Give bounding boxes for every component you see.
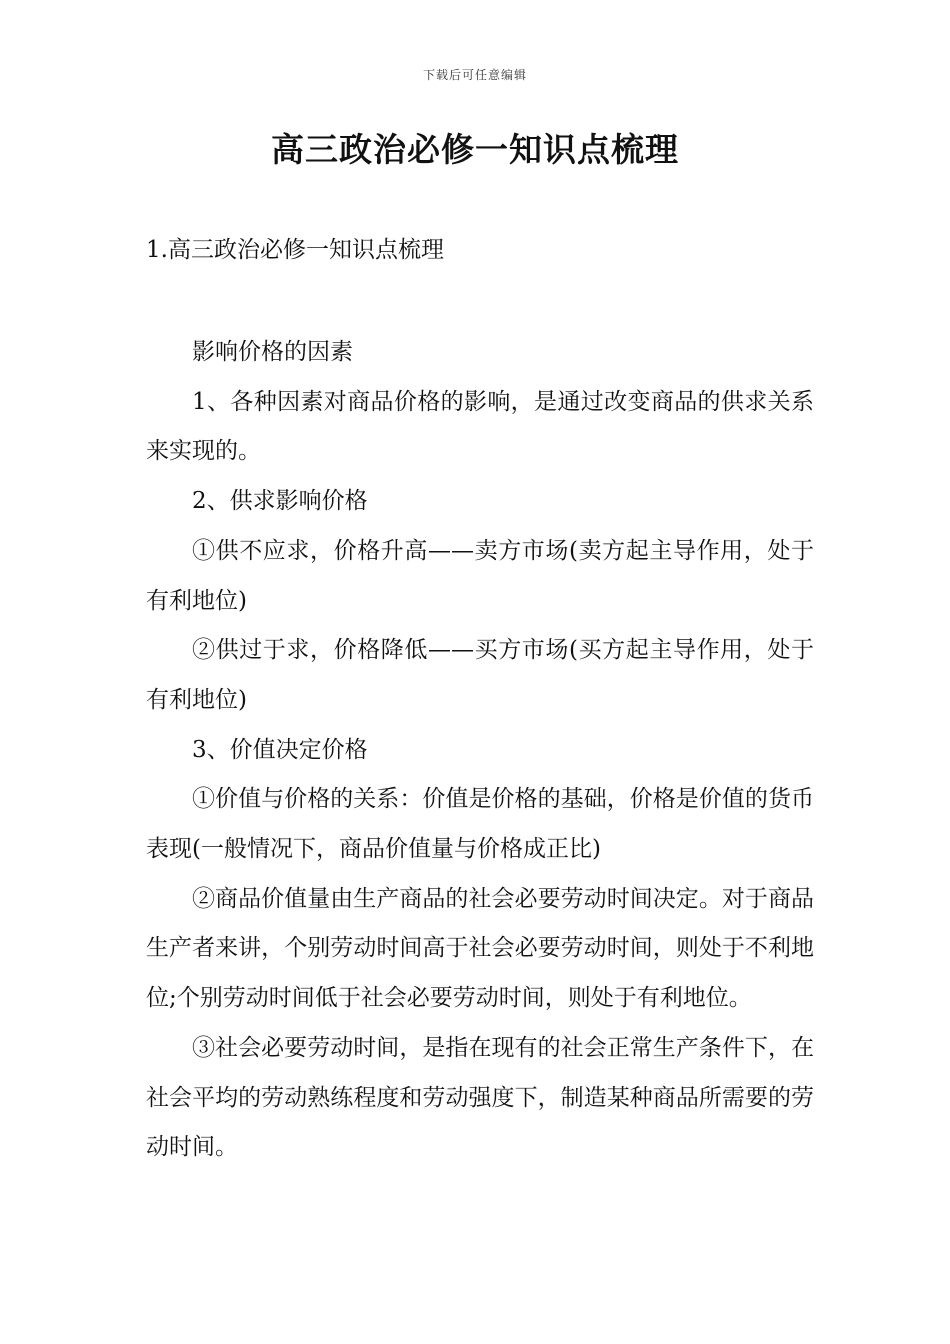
paragraph: 2、供求影响价格	[192, 488, 368, 515]
paragraph: ①价值与价格的关系：价值是价格的基础，价格是价值的货币表现(一般情况下，商品价值量与价格成正比)	[146, 786, 814, 863]
paragraph: ②商品价值量由生产商品的社会必要劳动时间决定。对于商品生产者来讲，个别劳动时间高于社会必要劳动时间，则处于不利地位;个别劳动时间低于社会必要劳动时间，则处于有利地位。	[146, 885, 814, 1012]
paragraph: ③社会必要劳动时间，是指在现有的社会正常生产条件下，在社会平均的劳动熟练程度和劳动强度下，制造某种商品所需要的劳动时间。	[146, 1034, 814, 1161]
paragraph: ①供不应求，价格升高——卖方市场(卖方起主导作用，处于有利地位)	[146, 537, 814, 614]
document-title: 高三政治必修一知识点梳理	[271, 130, 679, 169]
document-body	[146, 328, 814, 1173]
paragraph: 1、各种因素对商品价格的影响，是通过改变商品的供求关系来实现的。	[146, 388, 814, 465]
paragraph: ②供过于求，价格降低——买方市场(买方起主导作用，处于有利地位)	[146, 637, 814, 713]
paragraph: 3、价值决定价格	[192, 736, 368, 763]
header-note: 下载后可任意编辑	[422, 68, 527, 82]
section-heading: 1.高三政治必修一知识点梳理	[146, 237, 444, 263]
paragraph: 影响价格的因素	[192, 339, 353, 365]
